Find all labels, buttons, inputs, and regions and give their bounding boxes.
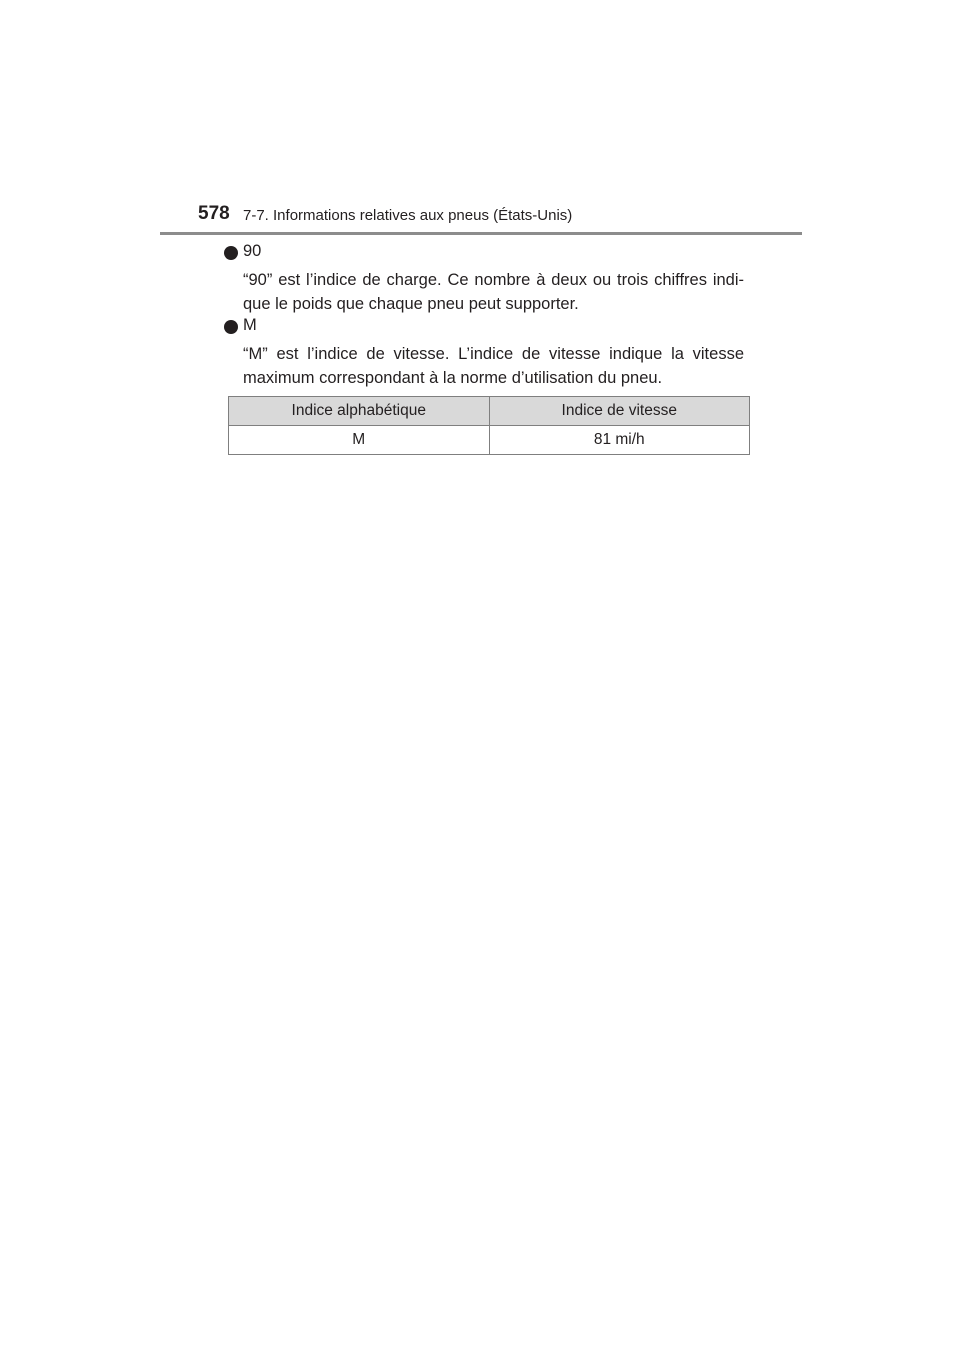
item-heading: 90: [243, 242, 262, 260]
header-divider: [160, 232, 802, 235]
description-line: “M” est l’indice de vitesse. L’indice de vitesse indique la vitesse: [243, 345, 744, 363]
item-description: [243, 268, 744, 316]
bullet-icon: [224, 246, 238, 260]
item-description: [243, 342, 744, 390]
column-header-speed: Indice de vitesse: [489, 397, 750, 426]
speed-index-table: [228, 396, 750, 455]
column-header-letter: Indice alphabétique: [229, 397, 490, 426]
item-heading: M: [243, 316, 257, 334]
description-line: maximum correspondant à la norme d’utilisation du pneu.: [243, 369, 663, 387]
table-header-row: [229, 397, 750, 426]
table-cell-letter: M: [229, 426, 490, 455]
table-cell-speed: 81 mi/h: [489, 426, 750, 455]
page-number: 578: [198, 203, 230, 224]
section-title: 7-7. Informations relatives aux pneus (États-Unis): [243, 207, 573, 224]
description-line: “90” est l’indice de charge. Ce nombre à deux ou trois chiffres indi-: [243, 271, 744, 289]
description-line: que le poids que chaque pneu peut supporter.: [243, 295, 579, 313]
table-row: [229, 426, 750, 455]
bullet-icon: [224, 320, 238, 334]
